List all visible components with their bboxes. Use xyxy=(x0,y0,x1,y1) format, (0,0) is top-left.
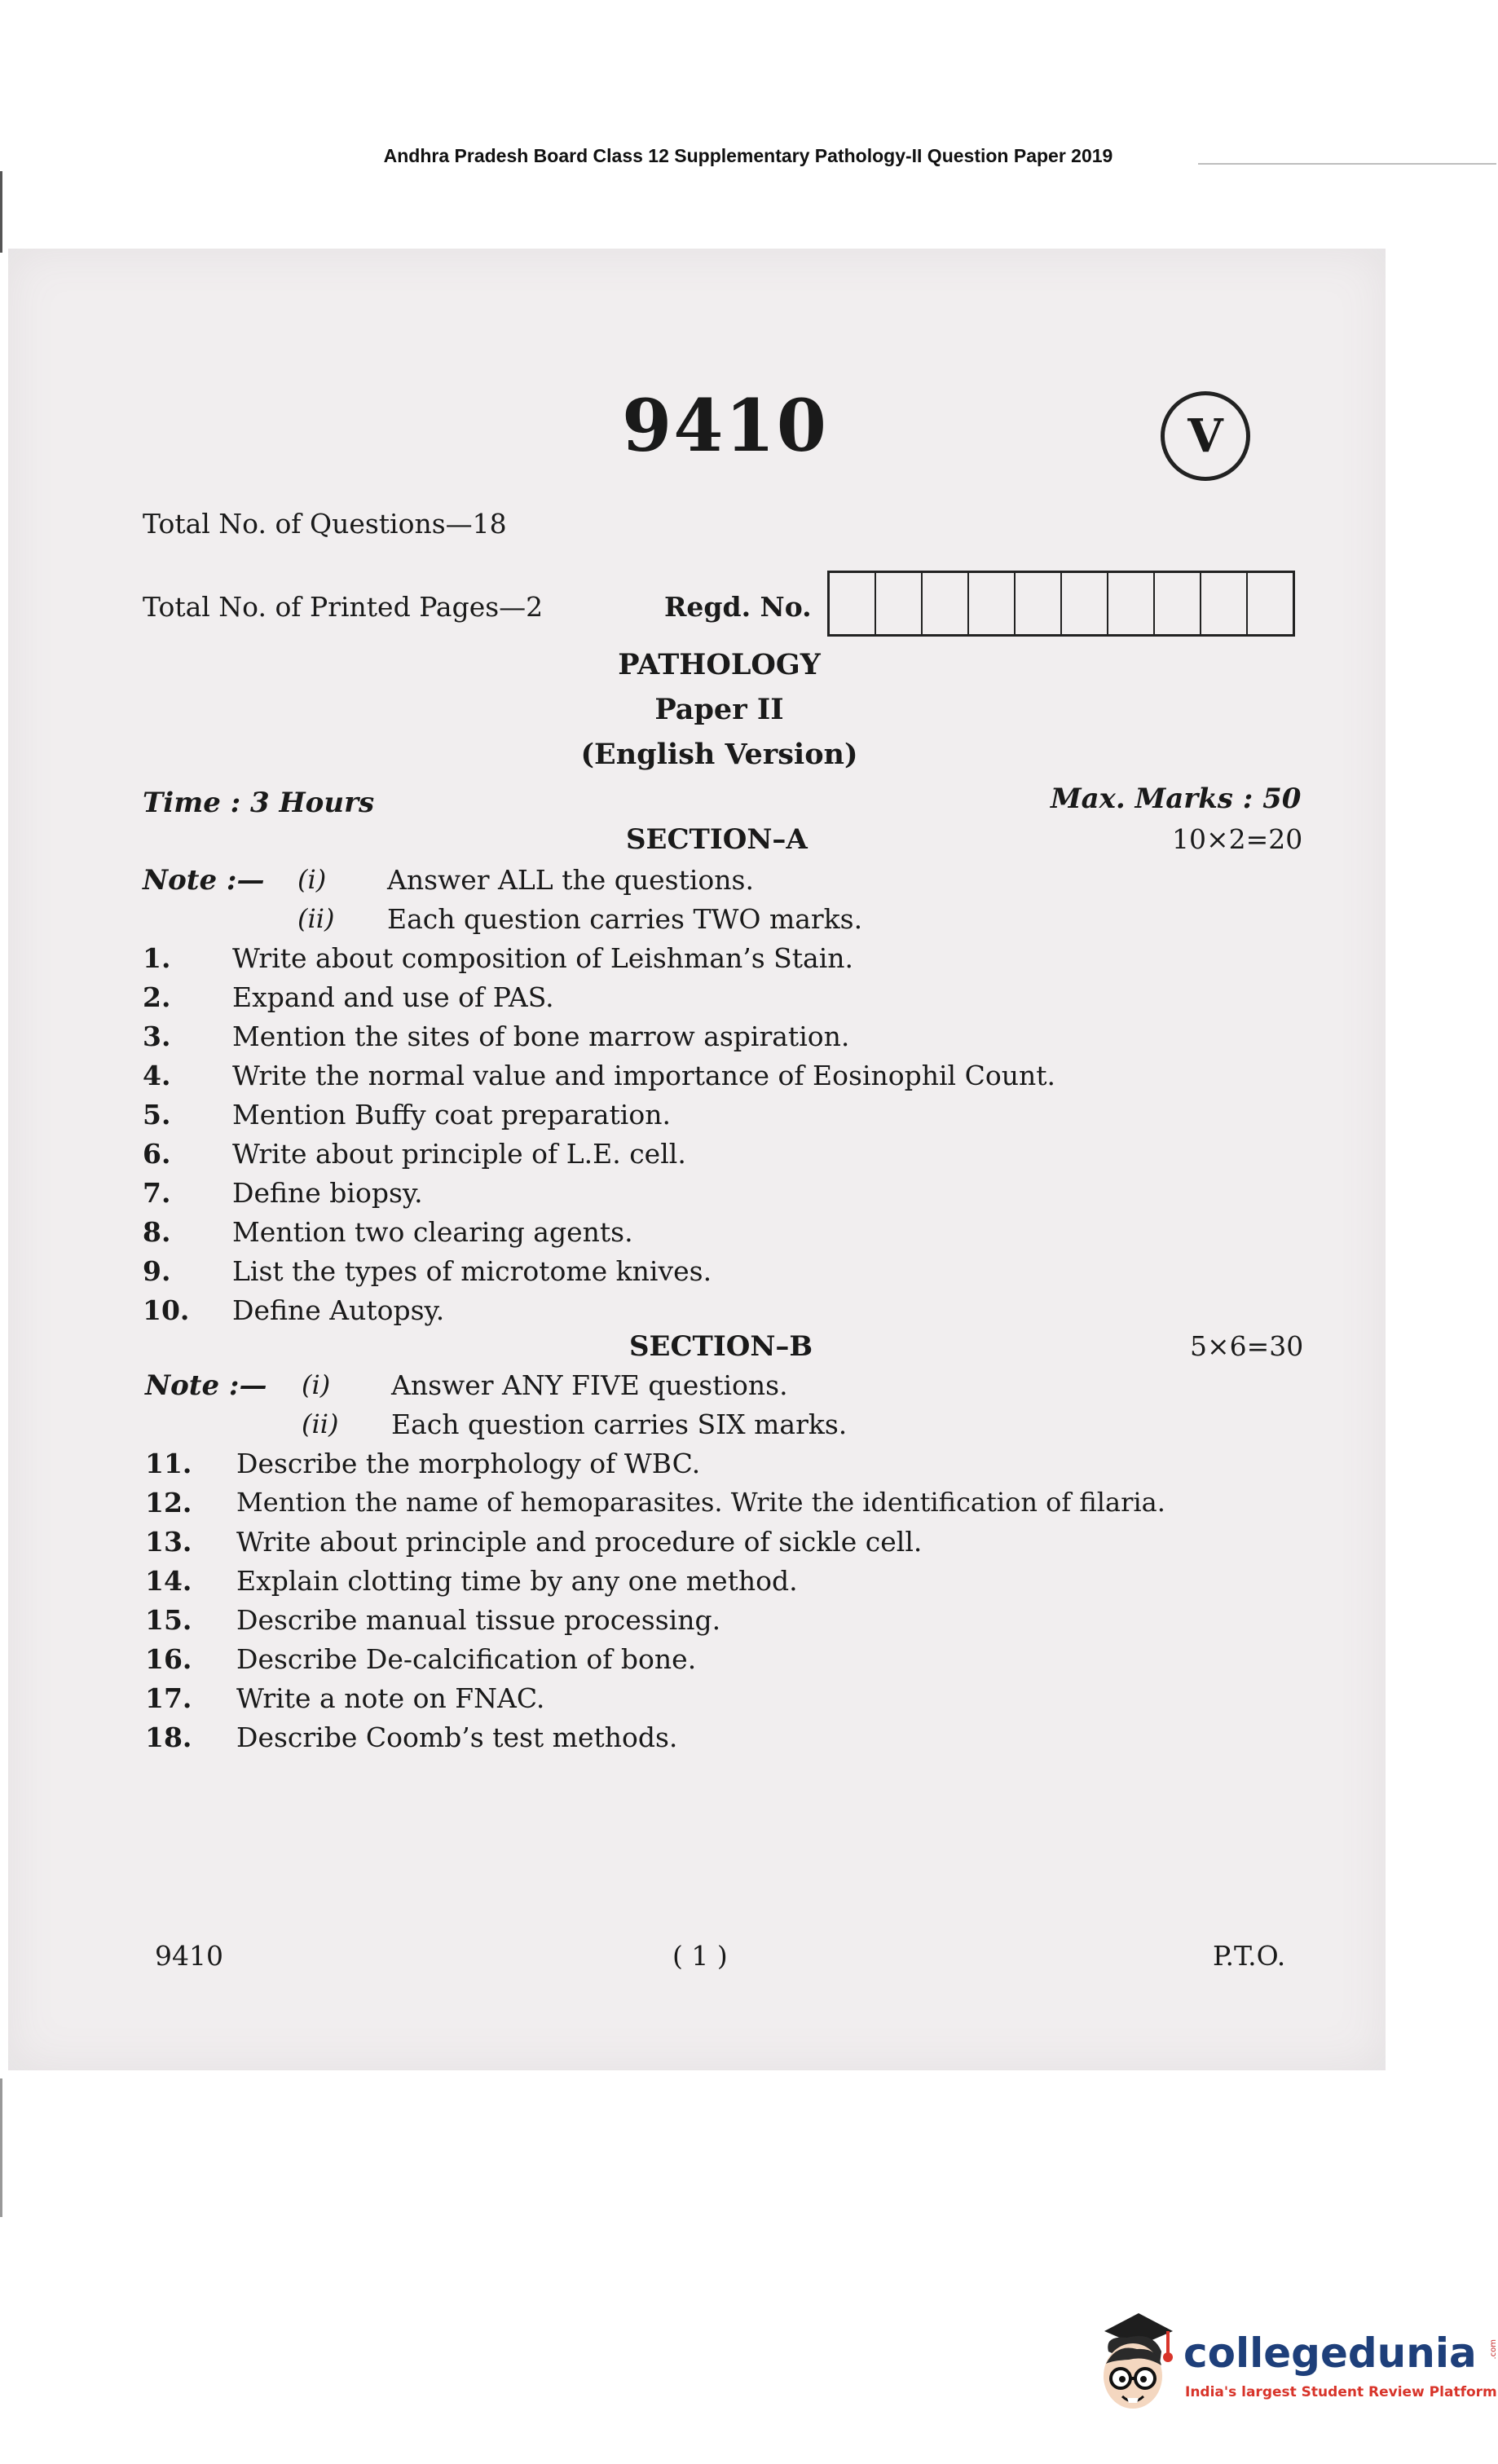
section-b-marks: 5×6=30 xyxy=(1190,1330,1304,1362)
question-number: 7. xyxy=(143,1177,171,1209)
question-number: 4. xyxy=(143,1060,171,1091)
header-rule xyxy=(1198,163,1496,165)
question-text: Mention the sites of bone marrow aspiration. xyxy=(232,1020,850,1052)
question-text: Describe the morphology of WBC. xyxy=(236,1448,701,1479)
footer-pto: P.T.O. xyxy=(1213,1940,1286,1972)
collegedunia-tagline: India's largest Student Review Platform xyxy=(1185,2384,1497,2400)
max-marks: Max. Marks : 50 xyxy=(1051,782,1302,815)
question-number: 15. xyxy=(145,1604,192,1636)
time-allowed: Time : 3 Hours xyxy=(143,787,375,819)
section-b-note-label: Note :— xyxy=(145,1369,267,1402)
paper-number: Paper II xyxy=(654,693,784,726)
collegedunia-mascot-logo xyxy=(1088,2307,1178,2421)
left-edge-line xyxy=(0,171,2,253)
paper-version: (English Version) xyxy=(580,738,858,771)
question-number: 8. xyxy=(143,1216,171,1248)
question-number: 17. xyxy=(145,1682,192,1714)
total-pages: Total No. of Printed Pages—2 xyxy=(143,591,544,623)
footer-page-number: ( 1 ) xyxy=(672,1940,728,1972)
left-edge-line-lower xyxy=(0,2078,2,2217)
question-number: 3. xyxy=(143,1020,171,1052)
question-text: Write about principle of L.E. cell. xyxy=(232,1138,686,1170)
question-text: Define Autopsy. xyxy=(232,1294,445,1326)
note-text: Answer ANY FIVE questions. xyxy=(391,1369,788,1401)
section-a-marks: 10×2=20 xyxy=(1172,823,1303,855)
note-number: (i) xyxy=(302,1369,331,1400)
note-text: Each question carries TWO marks. xyxy=(387,903,863,935)
question-text: Mention Buffy coat preparation. xyxy=(232,1099,671,1131)
question-number: 6. xyxy=(143,1138,171,1170)
question-text: Define biopsy. xyxy=(232,1177,423,1209)
question-text: Describe Coomb’s test methods. xyxy=(236,1721,678,1753)
regd-no-label: Regd. No. xyxy=(664,591,812,623)
question-text: Explain clotting time by any one method. xyxy=(236,1565,798,1597)
question-number: 18. xyxy=(145,1721,192,1753)
question-number: 5. xyxy=(143,1099,171,1131)
question-number: 16. xyxy=(145,1643,192,1675)
question-text: Mention the name of hemoparasites. Write the identification of filaria. xyxy=(236,1487,1165,1518)
note-number: (ii) xyxy=(302,1408,339,1439)
question-number: 11. xyxy=(145,1448,192,1479)
version-badge: V xyxy=(1161,391,1250,481)
question-number: 2. xyxy=(143,981,171,1013)
question-number: 10. xyxy=(143,1294,190,1326)
regd-no-boxes xyxy=(827,571,1295,637)
question-paper-sheet xyxy=(8,249,1386,2070)
question-number: 14. xyxy=(145,1565,192,1597)
question-number: 12. xyxy=(145,1487,192,1519)
section-a-title: SECTION–A xyxy=(626,823,808,856)
question-text: Describe De-calcification of bone. xyxy=(236,1643,697,1675)
collegedunia-wordmark: collegedunia xyxy=(1183,2330,1477,2377)
question-number: 1. xyxy=(143,942,171,974)
note-text: Answer ALL the questions. xyxy=(387,864,754,896)
question-text: Mention two clearing agents. xyxy=(232,1216,633,1248)
question-text: Describe manual tissue processing. xyxy=(236,1604,721,1636)
document-header-title: Andhra Pradesh Board Class 12 Supplementary Pathology-II Question Paper 2019 xyxy=(383,145,1113,166)
section-b-title: SECTION–B xyxy=(629,1330,813,1363)
question-number: 13. xyxy=(145,1526,192,1558)
note-text: Each question carries SIX marks. xyxy=(391,1408,848,1440)
total-questions: Total No. of Questions—18 xyxy=(143,508,507,540)
question-text: Write about principle and procedure of sickle cell. xyxy=(236,1526,923,1558)
note-number: (i) xyxy=(297,864,327,895)
question-text: Expand and use of PAS. xyxy=(232,981,554,1013)
question-text: List the types of microtome knives. xyxy=(232,1255,712,1287)
question-text: Write the normal value and importance of Eosinophil Count. xyxy=(232,1060,1055,1091)
footer-paper-code: 9410 xyxy=(155,1940,223,1972)
note-number: (ii) xyxy=(297,903,335,934)
question-text: Write a note on FNAC. xyxy=(236,1682,545,1714)
question-number: 9. xyxy=(143,1255,171,1287)
subject-title: PATHOLOGY xyxy=(618,648,821,681)
paper-code: 9410 xyxy=(622,383,828,468)
section-a-note-label: Note :— xyxy=(143,864,265,897)
collegedunia-domain-suffix: .com xyxy=(1489,2339,1498,2360)
question-text: Write about composition of Leishman’s Stain. xyxy=(232,942,853,974)
